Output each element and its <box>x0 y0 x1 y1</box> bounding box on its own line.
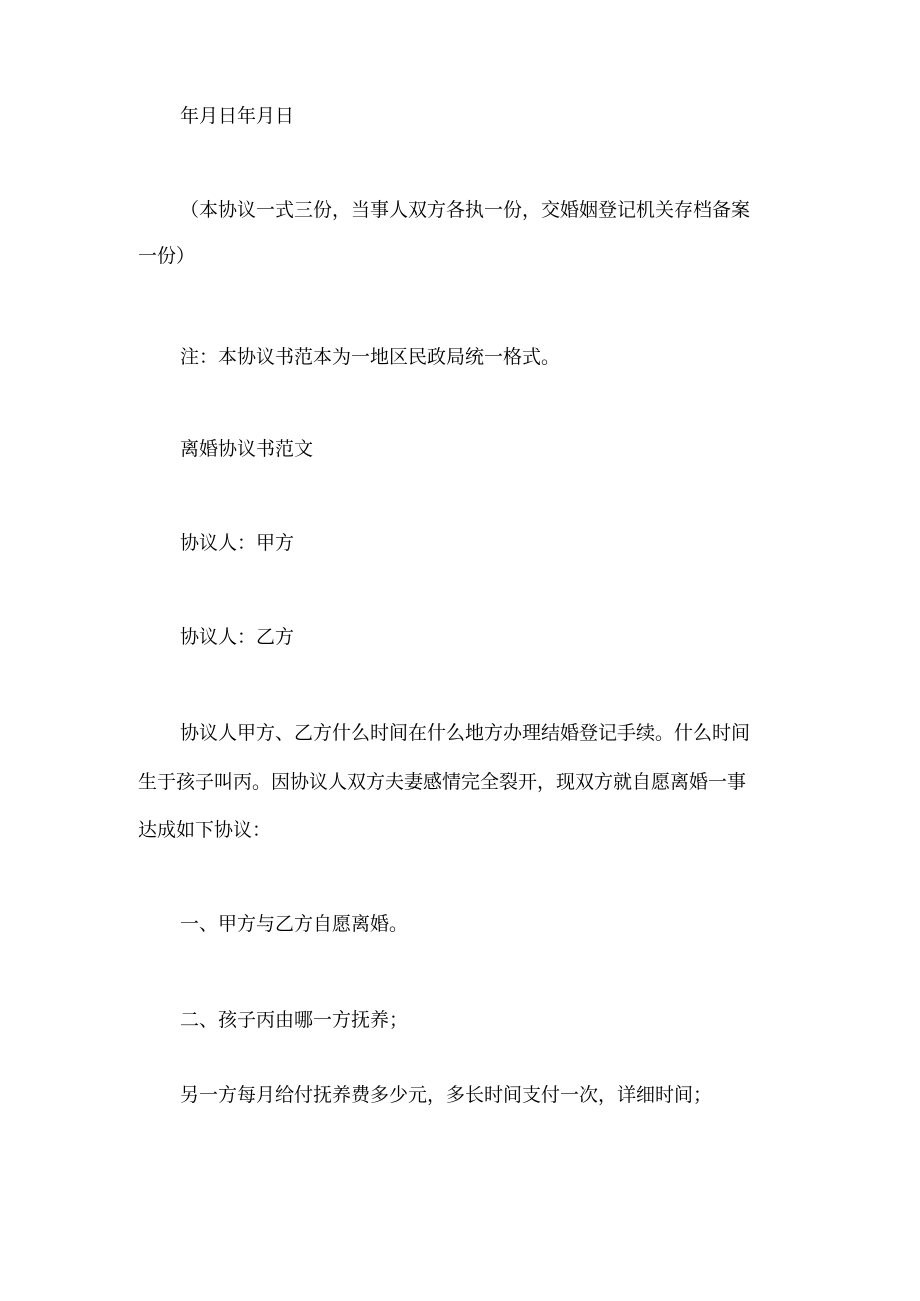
copies-note-line-1: （本协议一式三份，当事人双方各执一份，交婚姻登记机关存档备案 <box>180 199 751 221</box>
support-line: 另一方每月给付抚养费多少元，多长时间支付一次，详细时间； <box>180 1084 713 1106</box>
copies-note-line-2: 一份） <box>138 245 196 267</box>
intro-paragraph-line-2: 生于孩子叫丙。因协议人双方夫妻感情完全裂开，现双方就自愿离婚一事 <box>138 771 747 793</box>
intro-paragraph-line-1: 协议人甲方、乙方什么时间在什么地方办理结婚登记手续。什么时间 <box>180 722 751 744</box>
intro-paragraph-line-3: 达成如下协议： <box>138 819 272 841</box>
sample-title: 离婚协议书范文 <box>180 438 314 460</box>
party-a-line: 协议人：甲方 <box>180 532 295 554</box>
date-line: 年月日年月日 <box>180 105 295 127</box>
format-note: 注：本协议书范本为一地区民政局统一格式。 <box>180 346 561 368</box>
party-b-line: 协议人：乙方 <box>180 626 295 648</box>
clause-2: 二、孩子丙由哪一方抚养； <box>180 1009 409 1031</box>
clause-1: 一、甲方与乙方自愿离婚。 <box>180 913 409 935</box>
